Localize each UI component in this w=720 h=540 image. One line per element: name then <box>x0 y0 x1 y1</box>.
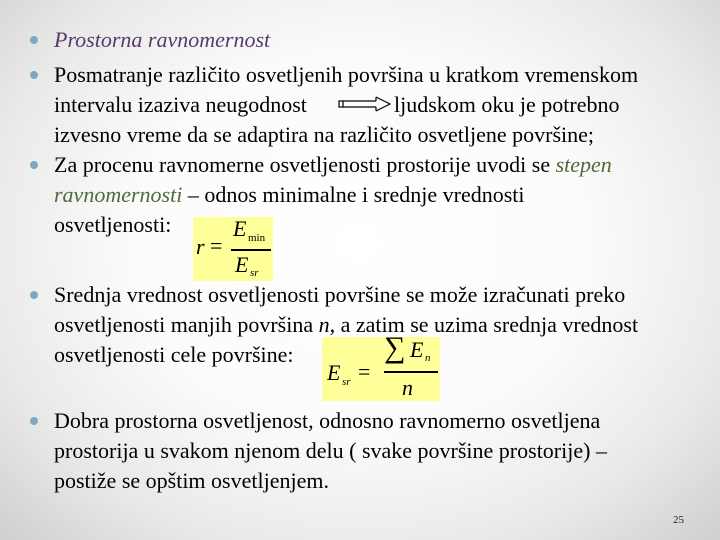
bullet-dot <box>30 291 38 299</box>
formula1-den-main: E <box>235 252 249 277</box>
bullet3-line1 <box>54 152 612 178</box>
bullet4-line2 <box>54 312 638 338</box>
bullet3-emphasis-ravnomernosti: ravnomernosti <box>54 182 183 207</box>
bullet4-line2-text: osvetljenosti manjih površina <box>54 312 314 337</box>
formula2-lhs-sub: sr <box>342 376 351 388</box>
bullet4-line1: Srednja vrednost osvetljenosti površine se može izračunati preko <box>54 282 626 307</box>
bullet5-line2: prostorija u svakom njenom delu ( svake površine prostorije) – <box>54 438 607 463</box>
bullet3-line1-text: Za procenu ravnomerne osvetljenosti prostorije uvodi se <box>54 152 551 177</box>
bullet3-line2-text: – odnos minimalne i srednje vrednosti <box>182 182 525 207</box>
formula1-num-sub: min <box>248 232 266 244</box>
formula1-eq: = <box>210 233 223 258</box>
bullet3-line3: osvetljenosti: <box>54 212 172 237</box>
formula2-num-sub: n <box>425 352 431 364</box>
formula-uniformity-ratio <box>193 217 273 281</box>
bullet2-line3: izvesno vreme da se adaptira na različito osvetljene površine; <box>54 122 595 147</box>
bullet2-line1: Posmatranje različito osvetljenih površina u kratkom vremenskom <box>54 62 639 87</box>
formula-average-illuminance <box>322 331 440 401</box>
formula1-lhs: r <box>196 234 205 259</box>
bullet-dot <box>30 161 38 169</box>
formula1-num-main: E <box>233 216 247 241</box>
slide-title: Prostorna ravnomernost <box>54 27 271 52</box>
formula2-eq: = <box>358 359 371 384</box>
bullet4-variable-n: n <box>318 312 330 337</box>
formula2-sum-symbol: ∑ <box>384 331 406 364</box>
formula1-fraction-bar <box>231 249 271 251</box>
bullet5-line1: Dobra prostorna osvetljenost, odnosno ravnomerno osvetljena <box>54 408 601 433</box>
bullet4-line2-rest: , a zatim se uzima srednja vrednost <box>329 312 639 337</box>
formula1-den-sub: sr <box>250 267 259 279</box>
bullet5-line3: postiže se opštim osvetljenjem. <box>54 468 329 493</box>
bullet3-line2 <box>54 182 525 208</box>
bullet2-line2a: intervalu izaziva neugodnost <box>54 92 307 117</box>
bullet-dot <box>30 417 38 425</box>
formula2-num-main: E <box>410 337 424 362</box>
formula2-den: n <box>402 375 413 400</box>
bullet-dot <box>30 36 38 44</box>
formula2-lhs-main: E <box>327 360 341 385</box>
bullet4-line3: osvetljenosti cele površine: <box>54 342 294 367</box>
bullet-dot <box>30 71 38 79</box>
bullet3-emphasis-stepen: stepen <box>555 152 612 177</box>
formula2-fraction-bar <box>384 371 438 373</box>
right-arrow-icon <box>338 95 392 113</box>
page-number: 25 <box>673 514 684 526</box>
bullet2-line2b: ljudskom oku je potrebno <box>394 92 620 117</box>
